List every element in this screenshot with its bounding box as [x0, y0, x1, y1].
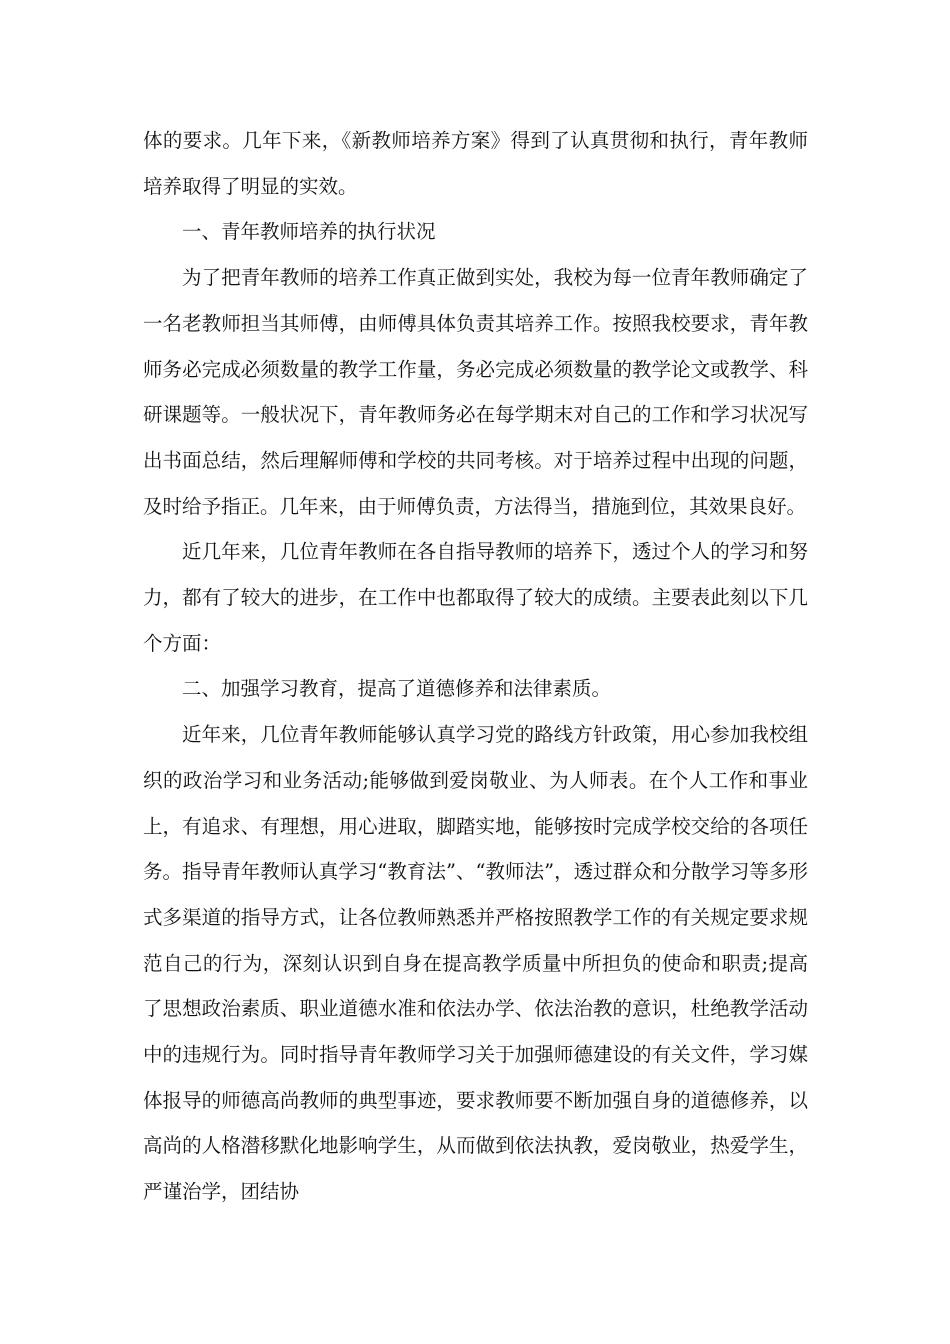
- section-heading: 一、青年教师培养的执行状况: [182, 220, 436, 244]
- paragraph: 为了把青年教师的培养工作真正做到实处，我校为每一位青年教师确定了一名老教师担当其师傅，由师傅具体负责其培养工作。按照我校要求，青年教师务必完成必须数量的教学工作量，务必完成必须数量的教学论文或教学、科研课题等。一般状况下，青年教师务必在每学期末对自己的工作和学习状况写出书面总结，然后理解师傅和学校的共同考核。对于培养过程中出现的问题，及时给予指正。几年来，由于师傅负责，方法得当，措施到位，其效果良好。: [143, 266, 808, 518]
- paragraph: 近几年来，几位青年教师在各自指导教师的培养下，透过个人的学习和努力，都有了较大的进步，在工作中也都取得了较大的成绩。主要表此刻以下几个方面：: [143, 540, 808, 655]
- paragraph: 近年来，几位青年教师能够认真学习党的路线方针政策，用心参加我校组织的政治学习和业务活动;能够做到爱岗敬业、为人师表。在个人工作和事业上，有追求、有理想，用心进取，脚踏实地，能够按时完成学校交给的各项任务。指导青年教师认真学习“教育法”、“教师法”，透过群众和分散学习等多形式多渠道的指导方式，让各位教师熟悉并严格按照教学工作的有关规定要求规范自己的行为，深刻认识到自身在提高教学质量中所担负的使命和职责;提高了思想政治素质、职业道德水准和依法办学、依法治教的意识，杜绝教学活动中的违规行为。同时指导青年教师学习关于加强师德建设的有关文件，学习媒体报导的师德高尚教师的典型事迹，要求教师要不断加强自身的道德修养，以高尚的人格潜移默化地影响学生，从而做到依法执教，爱岗敬业，热爱学生，严谨治学，团结协: [143, 723, 808, 1204]
- paragraph: 体的要求。几年下来，《新教师培养方案》得到了认真贯彻和执行，青年教师培养取得了明显的实效。: [143, 129, 808, 198]
- section-heading: 二、加强学习教育，提高了道德修养和法律素质。: [182, 677, 612, 701]
- document-body: [143, 118, 808, 1215]
